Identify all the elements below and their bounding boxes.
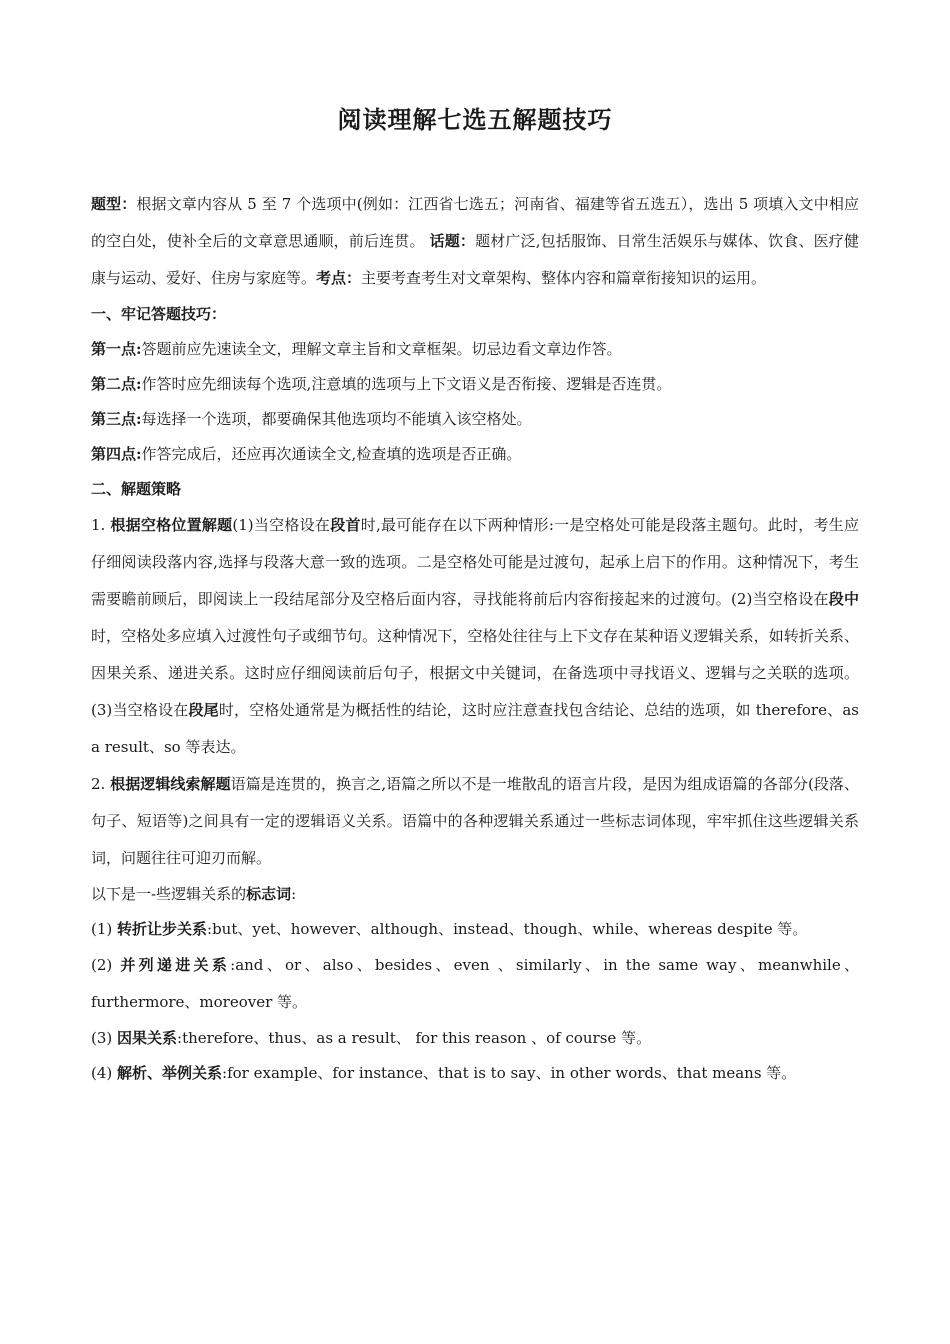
strategy-label: 根据逻辑线索解题 [110,775,231,793]
strategy-2 [91,766,859,877]
signal-words-intro [91,877,859,912]
point-text: 每选择一个选项，都要确保其他选项均不能填入该空格处。 [141,410,532,428]
keyword-paragraph-middle: 段中 [828,590,859,608]
point-text: 答题前应先速读全文，理解文章主旨和文章框架。切忌边看文章边作答。 [141,340,622,358]
relation-number: (1) [91,920,118,938]
point-4 [91,437,859,472]
relation-label: 并列递进关系 [120,956,231,974]
point-label: 第四点: [91,445,142,463]
point-3 [91,402,859,437]
intro-text-type: 根据文章内容从 5 至 7 个选项中(例如：江西省七选五；河南省、福建等省五选五），选出 5 项填入文中相应的空白处，使补全后的文章意思通顺，前后连贯。 [91,195,859,250]
intro-label-type: 题型： [91,195,137,213]
relation-text: :for example、for instance、that is to say、in other words、that means 等。 [222,1064,797,1082]
intro-label-topic: 话题： [429,232,476,250]
intro-text-topic: 题材广泛,包括服饰、日常生活娱乐与媒体、饮食、医疗健康与运动、爱好、住房与家庭等。 [91,232,859,287]
signal-intro-bold: 标志词 [246,885,292,903]
intro-text-focus: 主要考查考生对文章架构、整体内容和篇章衔接知识的运用。 [361,269,767,287]
signal-intro-end: : [291,885,297,903]
relation-number: (4) [91,1064,118,1082]
strategy-text: (1)当空格设在 [232,516,331,534]
section2-heading: 二、解题策略 [91,480,182,498]
strategy-number: 1. [91,516,111,534]
strategy-text: 时，空格处通常是为概括性的结论，这时应注意查找包含结论、总结的选项，如 therefore、as a result、so 等表达。 [91,701,859,756]
strategy-number: 2. [91,775,111,793]
point-text: 作答完成后，还应再次通读全文,检查填的选项是否正确。 [141,445,522,463]
relation-number: (3) [91,1029,118,1047]
point-2 [91,367,859,402]
relation-label: 解析、举例关系 [117,1064,223,1082]
intro-paragraph [91,186,859,297]
strategy-1 [91,507,859,766]
relation-1 [91,912,859,947]
signal-intro-text: 以下是一-些逻辑关系的 [91,885,247,903]
point-text: 作答时应先细读每个选项,注意填的选项与上下文语义是否衔接、逻辑是否连贯。 [141,375,672,393]
point-label: 第二点: [91,375,142,393]
section1-heading: 一、牢记答题技巧： [91,305,227,323]
relation-2 [91,947,859,1021]
relation-text: :therefore、thus、as a result、 for this reason 、of course 等。 [177,1029,652,1047]
relation-number: (2) [91,956,121,974]
point-1 [91,332,859,367]
strategy-label: 根据空格位置解题 [110,516,233,534]
relation-3 [91,1021,859,1056]
relation-text: :but、yet、however、although、instead、though、while、whereas despite 等。 [207,920,808,938]
strategy-text: 时，空格处多应填入过渡性句子或细节句。这种情况下，空格处往往与上下文存在某种语义逻辑关系，如转折关系、因果关系、递进关系。这时应仔细阅读前后句子，根据文中关键词，在备选项中寻找语义、逻辑与之关联的选项。(3)当空格设在 [91,627,859,719]
strategy-text: 时,最可能存在以下两种情形:一是空格处可能是段落主题句。此时，考生应仔细阅读段落内容,选择与段落大意一致的选项。二是空格处可能是过渡句，起承上启下的作用。这种情况下，考生需要瞻前顾后，即阅读上一段结尾部分及空格后面内容，寻找能将前后内容衔接起来的过渡句。(2)当空格设在 [91,516,859,608]
keyword-paragraph-start: 段首 [330,516,361,534]
intro-label-focus: 考点： [316,269,362,287]
relation-label: 转折让步关系 [117,920,208,938]
relation-4 [91,1056,859,1091]
relation-text: :and、or、also、besides、even 、similarly、in the same way、meanwhile、furthermore、moreover 等。 [91,956,860,1011]
strategy-text: 语篇是连贯的，换言之,语篇之所以不是一堆散乱的语言片段，是因为组成语篇的各部分(段落、句子、短语等)之间具有一定的逻辑语义关系。语篇中的各种逻辑关系通过一些标志词体现，牢牢抓住这些逻辑关系词，问题往往可迎刃而解。 [91,775,859,867]
keyword-paragraph-end: 段尾 [188,701,219,719]
point-label: 第三点: [91,410,142,428]
relation-label: 因果关系 [117,1029,178,1047]
document-body [91,186,859,1091]
point-label: 第一点: [91,340,142,358]
page-title: 阅读理解七选五解题技巧 [337,105,613,134]
